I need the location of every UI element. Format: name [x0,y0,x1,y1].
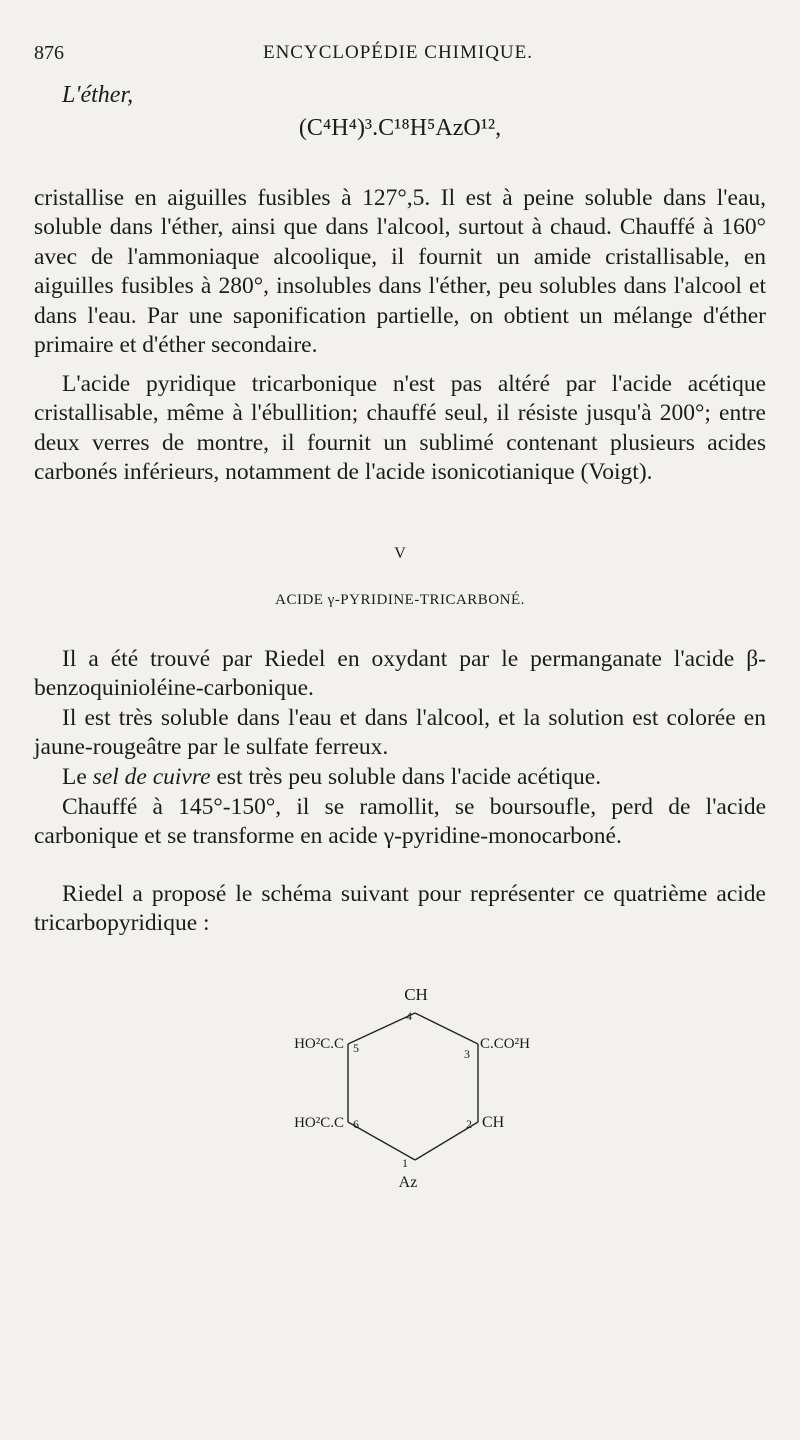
copper-salt-rest: est très peu soluble dans l'acide acétique. [210,764,602,790]
paragraph-solubility: Il est très soluble dans l'eau et dans l'alcool, et la solution est colorée en jaune-rougeâtre par le sulfate ferreux. [34,705,766,761]
label-left-top: HO²C.C [294,1036,344,1052]
atom-number-1: 1 [402,1156,408,1170]
section-title: ACIDE γ-PYRIDINE-TRICARBONÉ. [275,592,525,608]
page-number: 876 [34,42,64,64]
bond-4-5 [348,1013,415,1044]
paragraph-ether-properties: cristallise en aiguilles fusibles à 127°,5. Il est à peine soluble dans l'eau, soluble dans l'éther, ainsi que dans l'alcool, surtout à chaud. Chauffé à 160° avec de l'ammoniaque alcoolique, il fournit un amide cristallisable, en aiguilles fusibles à 280°, insolubles dans l'éther, peu solubles dans l'alcool et dans l'eau. Par une saponification partielle, on obtient un mélange d'éther primaire et d'éther secondaire. [34,185,766,359]
atom-number-3: 3 [464,1047,470,1061]
copper-salt-term: sel de cuivre [92,764,211,790]
label-right-bottom: CH [482,1114,505,1131]
label-right-top: C.CO²H [480,1036,530,1052]
paragraph-schema-intro: Riedel a proposé le schéma suivant pour représenter ce quatrième acide tricarbopyridique : [34,881,766,937]
bond-4-3 [415,1013,478,1044]
label-bottom-az: Az [398,1174,418,1191]
paragraph-heating: Chauffé à 145°-150°, il se ramollit, se boursoufle, perd de l'acide carbonique et se transforme en acide γ-pyridine-monocarboné. [34,794,766,850]
formula-ether: (C⁴H⁴)³.C¹⁸H⁵AzO¹², [298,115,502,141]
atom-number-4: 4 [406,1009,412,1023]
copper-salt-lead: Le [62,764,93,790]
section-number: V [394,545,406,562]
atom-number-5: 5 [353,1041,359,1055]
paragraph-discovery: Il a été trouvé par Riedel en oxydant par le permanganate l'acide β-benzoquinioléine-carbonique. [34,646,766,702]
label-top-ch: CH [404,985,428,1004]
label-left-bottom: HO²C.C [294,1115,344,1131]
paragraph-acid-stability: L'acide pyridique tricarbonique n'est pas altéré par l'acide acétique cristallisable, même à l'ébullition; chauffé seul, il résiste jusqu'à 200°; entre deux verres de montre, il fournit un sublimé contenant plusieurs acides carbonés inférieurs, notamment de l'acide isonicotianique (Voigt). [34,371,766,486]
atom-number-6: 6 [353,1117,359,1131]
atom-number-2: 2 [466,1117,472,1131]
running-title: ENCYCLOPÉDIE CHIMIQUE. [262,42,534,63]
subject-label: L'éther, [62,82,134,108]
ring-bonds [348,1013,478,1160]
